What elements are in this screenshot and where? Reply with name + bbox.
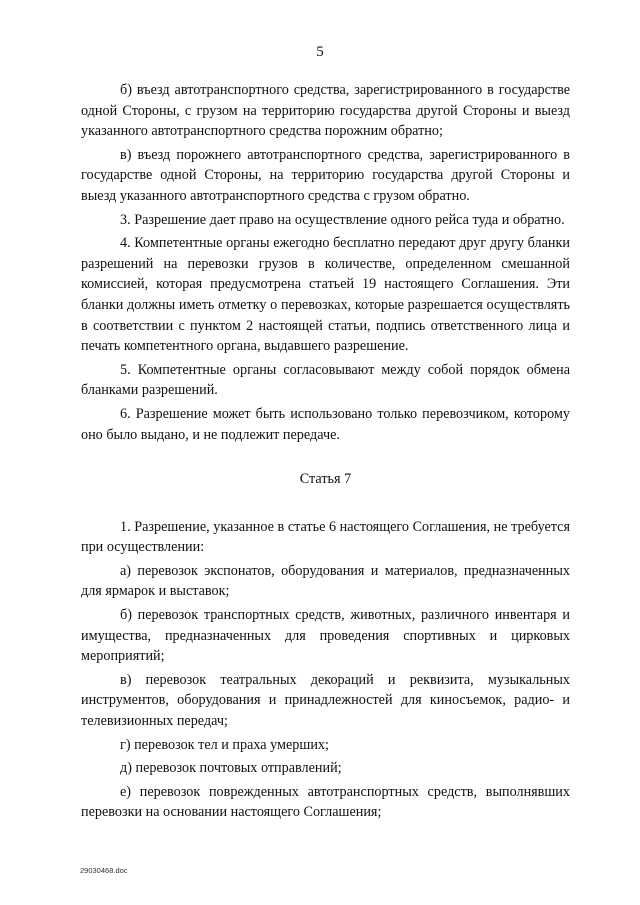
page-number: 5 [316, 44, 324, 60]
paragraph-v-theatre-film: в) перевозок театральных декораций и реквизита, музыкальных инструментов, оборудования и принадлежностей для киносъемок, радио- и телевизионных передач; [81, 671, 570, 730]
paragraph-b-entry-with-cargo: б) въезд автотранспортного средства, зарегистрированного в государстве одной Стороны, с грузом на территорию государства другой Стороны и выезд указанного автотранспортного средства порожним обратно; [81, 82, 570, 140]
paragraph-group-article-7 [81, 517, 570, 823]
paragraph-1-permit-not-required: 1. Разрешение, указанное в статье 6 настоящего Соглашения, не требуется при осуществлении: [81, 518, 570, 556]
paragraph-6-non-transferable: 6. Разрешение может быть использовано только перевозчиком, которому оно было выдано, и не подлежит передаче. [81, 405, 570, 443]
paragraph-e-damaged-vehicles: е) перевозок поврежденных автотранспортных средств, выполнявших перевозки на основании настоящего Соглашения; [81, 783, 570, 821]
footer-filename: 29030468.doc [80, 866, 128, 875]
paragraph-g-remains: г) перевозок тел и праха умерших; [120, 736, 329, 753]
paragraph-a-exhibits: а) перевозок экспонатов, оборудования и материалов, предназначенных для ярмарок и выставок; [81, 562, 570, 600]
paragraph-4-permit-forms: 4. Компетентные органы ежегодно бесплатно передают друг другу бланки разрешений на перевозки грузов в количестве, определенном смешанной комиссией, которая предусмотрена статьей 19 настоящего Соглашения. Эти бланки должны иметь отметку о перевозках, которые разрешается осуществлять в соответствии с пунктом 2 настоящей статьи, подпись ответственного лица и печать компетентного органа, выдавшего разрешение. [81, 235, 570, 355]
article-heading: Статья 7 [299, 471, 352, 488]
paragraph-3-one-trip: 3. Разрешение дает право на осуществление одного рейса туда и обратно. [120, 211, 565, 228]
paragraph-5-exchange-order: 5. Компетентные органы согласовывают между собой порядок обмена бланками разрешений. [81, 361, 570, 399]
paragraph-v-entry-empty: в) въезд порожнего автотранспортного средства, зарегистрированного в государстве одной Стороны, на территорию государства другой Стороны и выезд указанного автотранспортного средства с грузом обратно. [81, 146, 570, 204]
document-body [81, 80, 570, 826]
paragraph-group-top [81, 80, 570, 445]
paragraph-b-sports-circus: б) перевозок транспортных средств, животных, различного инвентаря и имущества, предназначенных для проведения спортивных и цирковых мероприятий; [81, 607, 570, 665]
paragraph-d-postal: д) перевозок почтовых отправлений; [120, 760, 342, 777]
